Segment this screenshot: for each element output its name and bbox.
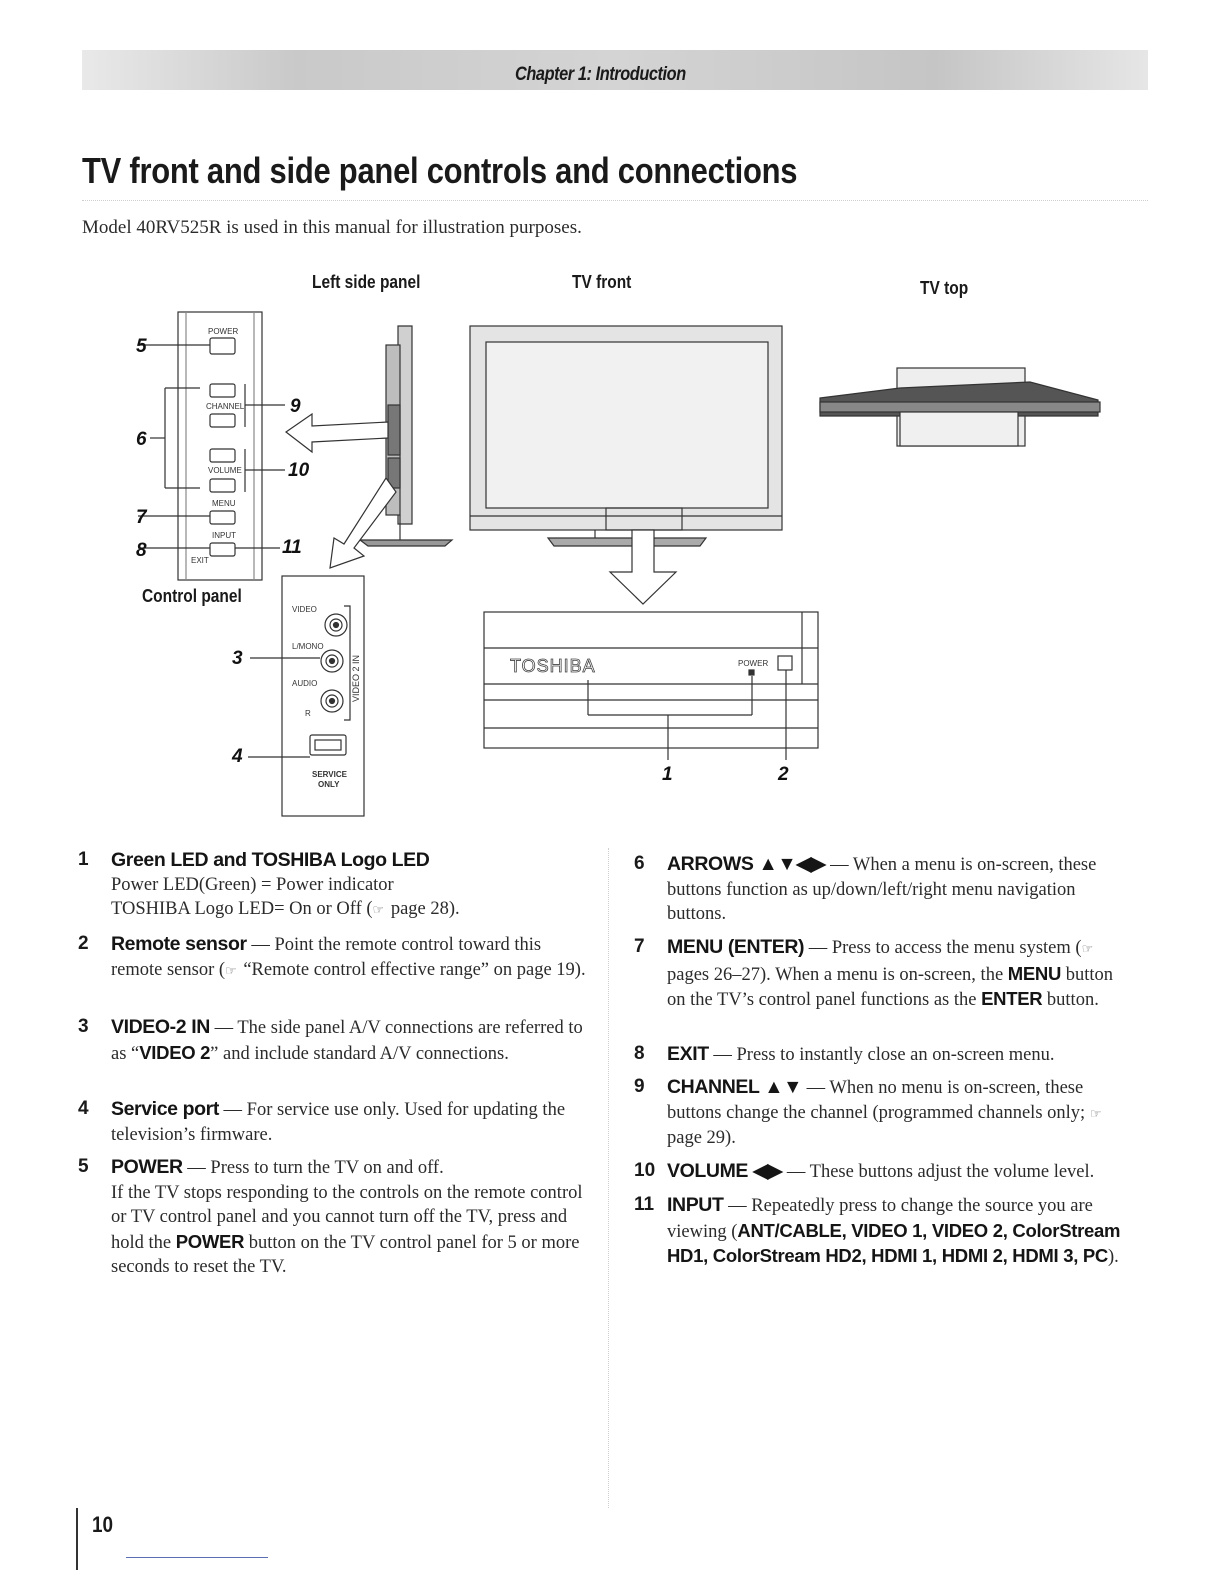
- callout-2: 2: [778, 764, 789, 785]
- tv-front-label: TV front: [572, 272, 632, 292]
- item-text: CHANNEL ▲▼ — When no menu is on-screen, these buttons change the channel (programmed channels only; ☞ page 29).: [667, 1076, 1102, 1148]
- item-text: VIDEO-2 IN — The side panel A/V connections are referred to as “VIDEO 2” and include standard A/V connections.: [111, 1016, 583, 1064]
- item-text: Power LED(Green) = Power indicator: [111, 874, 394, 895]
- item-number: 2: [78, 933, 89, 954]
- item-term: EXIT: [667, 1043, 709, 1065]
- intro-text: Model 40RV525R is used in this manual for illustration purposes.: [82, 217, 582, 238]
- av-lmono-text: L/MONO: [292, 642, 324, 651]
- item-number: 6: [634, 853, 645, 874]
- item-term: VOLUME ◀▶: [667, 1160, 783, 1182]
- item-term: Remote sensor: [111, 933, 247, 955]
- item-term: Service port: [111, 1098, 219, 1120]
- page-ref-icon: ☞: [1089, 1105, 1102, 1121]
- item-term: INPUT: [667, 1194, 724, 1216]
- tv-side-profile: [286, 326, 452, 568]
- page-ref-icon: ☞: [372, 902, 385, 917]
- item-number: 7: [634, 936, 645, 957]
- item-term: MENU (ENTER): [667, 936, 805, 958]
- page-number-bar: [76, 1508, 78, 1570]
- page-ref-icon: ☞: [1081, 941, 1094, 956]
- item-text: Service port — For service use only. Used for updating the television’s firmware.: [111, 1098, 566, 1145]
- item-number: 5: [78, 1156, 89, 1177]
- av-video-text: VIDEO: [292, 605, 317, 614]
- volume-left-button-drawing: [210, 479, 235, 492]
- av-r-text: R: [305, 709, 311, 718]
- item-text: ARROWS ▲▼◀▶ — When a menu is on-screen, these buttons function as up/down/left/right menu navigation buttons.: [667, 853, 1097, 924]
- input-button-drawing: [210, 543, 235, 556]
- chapter-label: Chapter 1: Introduction: [515, 64, 686, 85]
- item-term: VIDEO-2 IN: [111, 1016, 210, 1038]
- callout-9: 9: [290, 396, 301, 417]
- page-ref-icon: ☞: [225, 962, 237, 978]
- page-number: 10: [92, 1512, 114, 1537]
- front-power-text: POWER: [738, 659, 769, 668]
- menu-button-drawing: [210, 511, 235, 524]
- volume-right-button-drawing: [210, 449, 235, 462]
- item-term: ARROWS ▲▼◀▶: [667, 853, 826, 875]
- item-number: 10: [634, 1160, 656, 1181]
- channel-down-button-drawing: [210, 414, 235, 427]
- front-panel-closeup: [484, 612, 818, 760]
- callout-1: 1: [662, 764, 673, 785]
- column-divider: [608, 848, 609, 1508]
- footer-rule: [126, 1557, 268, 1558]
- item-number: 9: [634, 1076, 645, 1097]
- av-audio-text: AUDIO: [292, 679, 318, 688]
- item-term: Green LED and TOSHIBA Logo LED: [111, 849, 430, 871]
- av-video2in-text: VIDEO 2 IN: [351, 654, 361, 702]
- item-text: INPUT — Repeatedly press to change the source you are viewing (ANT/CABLE, VIDEO 1, VIDEO 2, ColorStream HD1, ColorStream HD2, HDMI 1, HDMI 2, HDMI 3, PC).: [667, 1194, 1121, 1267]
- page-title: TV front and side panel controls and connections: [82, 150, 798, 191]
- left-side-panel-label: Left side panel: [312, 272, 421, 292]
- item-text: VOLUME ◀▶ — These buttons adjust the volume level.: [667, 1160, 1095, 1182]
- channel-up-button-drawing: [210, 384, 235, 397]
- item-text: POWER — Press to turn the TV on and off. If the TV stops responding to the controls on the remote control or TV control panel and you cannot turn off the TV, press and hold the POWER button on the TV control panel for 5 or more seconds to reset the TV.: [111, 1156, 583, 1277]
- item-text: Remote sensor — Point the remote control toward this remote sensor (☞ “Remote control effective range” on page 19).: [111, 933, 586, 980]
- callout-7: 7: [136, 507, 147, 528]
- callout-8: 8: [136, 540, 147, 561]
- callout-11: 11: [282, 537, 302, 558]
- callout-3: 3: [232, 648, 243, 669]
- callout-5: 5: [136, 336, 147, 357]
- cp-menu-text: MENU: [212, 499, 236, 508]
- item-number: 1: [78, 849, 89, 870]
- item-number: 8: [634, 1043, 645, 1064]
- callout-6: 6: [136, 429, 147, 450]
- cp-volume-text: VOLUME: [208, 466, 242, 475]
- item-term: CHANNEL ▲▼: [667, 1076, 802, 1098]
- cp-power-text: POWER: [208, 327, 239, 336]
- tv-top-label: TV top: [920, 278, 969, 298]
- front-brand-logo: TOSHIBA: [510, 656, 596, 676]
- item-number: 3: [78, 1016, 89, 1037]
- item-number: 4: [78, 1098, 89, 1119]
- tv-front-drawing: [470, 326, 782, 604]
- av-only-text: ONLY: [318, 780, 340, 789]
- item-text: MENU (ENTER) — Press to access the menu system (☞ pages 26–27). When a menu is on-screen, the MENU button on the TV’s control panel functions as the ENTER button.: [667, 936, 1113, 1010]
- control-panel-label: Control panel: [142, 586, 242, 606]
- item-number: 11: [634, 1194, 655, 1215]
- tv-top-drawing: [820, 368, 1100, 446]
- cp-input-text: INPUT: [212, 531, 236, 540]
- av-service-text: SERVICE: [312, 770, 347, 779]
- item-text-2: TOSHIBA Logo LED= On or Off (☞ page 28).: [111, 899, 460, 919]
- power-button-drawing: [210, 338, 235, 354]
- cp-exit-text: EXIT: [191, 556, 209, 565]
- item-text: EXIT — Press to instantly close an on-screen menu.: [667, 1043, 1055, 1065]
- callout-10: 10: [288, 460, 310, 481]
- callout-4: 4: [232, 746, 243, 767]
- item-term: POWER: [111, 1156, 183, 1178]
- cp-channel-text: CHANNEL: [206, 402, 245, 411]
